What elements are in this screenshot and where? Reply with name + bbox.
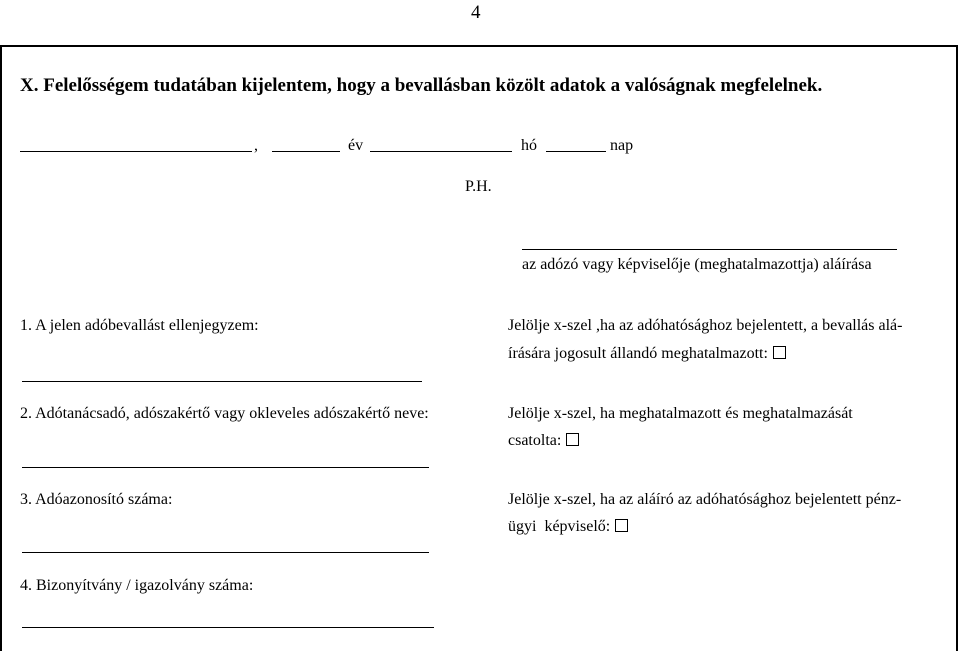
- item-1-label: 1. A jelen adóbevallást ellenjegyzem:: [20, 317, 259, 334]
- item-1-note-line2: írására jogosult állandó meghatalmazott:: [508, 345, 768, 362]
- item-2-note-line2: csatolta:: [508, 432, 562, 449]
- item-2-line[interactable]: [22, 467, 429, 468]
- day-line[interactable]: [546, 151, 606, 152]
- item-3-line[interactable]: [22, 552, 429, 553]
- item-2-label: 2. Adótanácsadó, adószakértő vagy okleveles adószakértő neve:: [20, 405, 429, 422]
- month-label: hó: [521, 137, 537, 154]
- item-3-note-line1: Jelölje x-szel, ha az aláíró az adóhatósághoz bejelentett pénz-: [508, 491, 902, 508]
- item-3-checkbox[interactable]: [615, 519, 628, 532]
- date-comma: ,: [254, 137, 258, 154]
- item-1-note-line1: Jelölje x-szel ,ha az adóhatósághoz bejelentett, a bevallás alá-: [508, 317, 903, 334]
- signature-caption: az adózó vagy képviselője (meghatalmazottja) aláírása: [522, 256, 872, 273]
- item-4-line[interactable]: [22, 627, 434, 628]
- item-2-note-line1: Jelölje x-szel, ha meghatalmazott és meghatalmazását: [508, 405, 853, 422]
- place-line[interactable]: [20, 151, 252, 152]
- month-line[interactable]: [370, 151, 512, 152]
- item-3-label: 3. Adóazonosító száma:: [20, 491, 173, 508]
- stamp-label: P.H.: [465, 178, 492, 195]
- item-4-label: 4. Bizonyítvány / igazolvány száma:: [20, 577, 254, 594]
- item-2-checkbox[interactable]: [566, 433, 579, 446]
- page-number: 4: [471, 2, 481, 23]
- item-1-line[interactable]: [22, 381, 422, 382]
- item-3-note-line2: ügyi képviselő:: [508, 518, 611, 535]
- day-label: nap: [610, 137, 634, 154]
- item-1-checkbox[interactable]: [773, 346, 786, 359]
- signature-line[interactable]: [522, 249, 897, 250]
- year-label: év: [348, 137, 364, 154]
- year-line[interactable]: [272, 151, 340, 152]
- declaration-frame: [0, 45, 958, 651]
- section-heading: X. Felelősségem tudatában kijelentem, hogy a bevallásban közölt adatok a valóságnak megfelelnek.: [20, 75, 823, 96]
